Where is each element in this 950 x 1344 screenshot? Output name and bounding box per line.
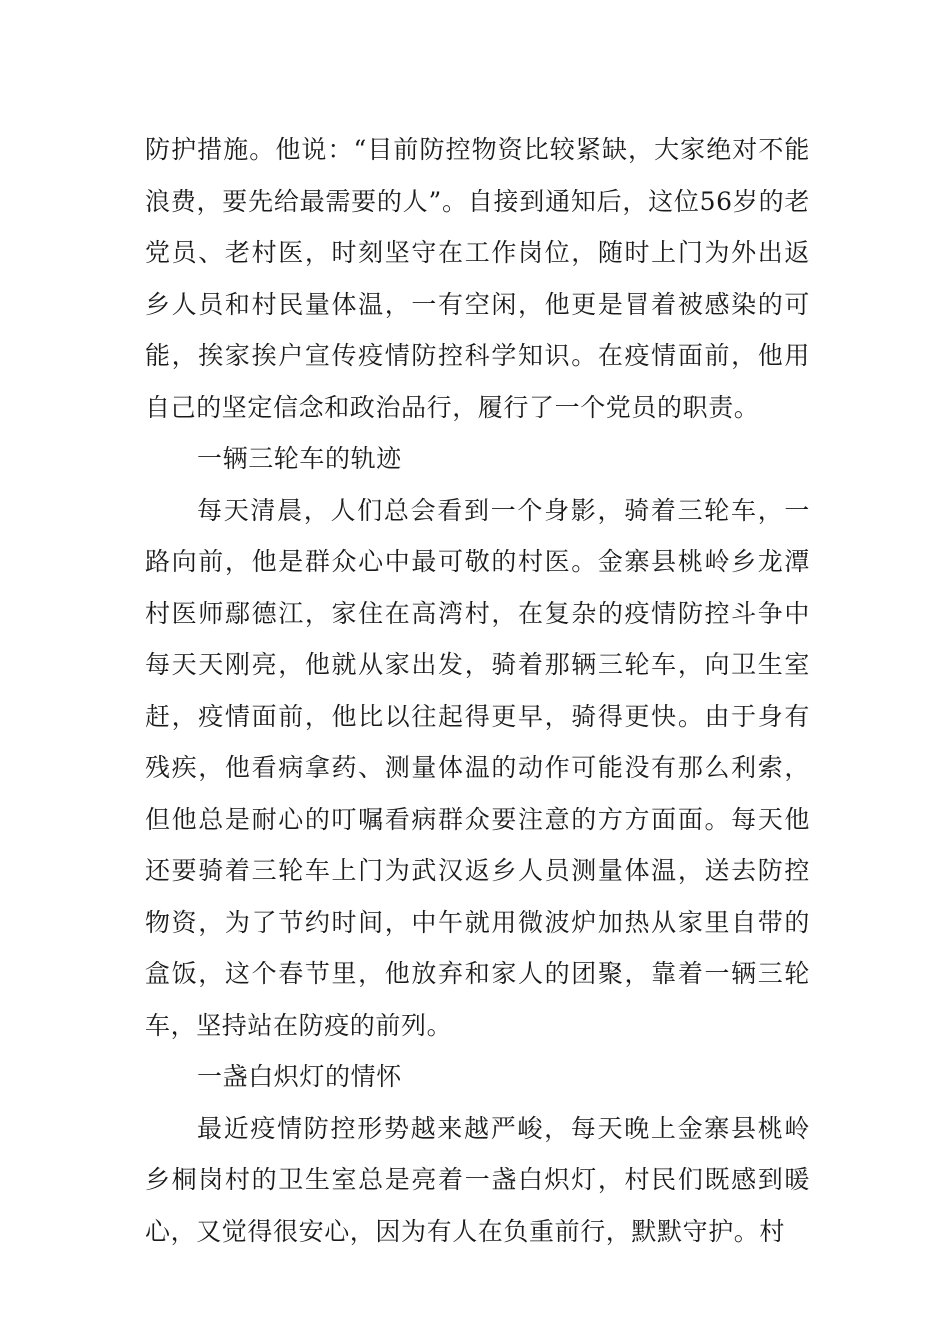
paragraph-lamp: 最近疫情防控形势越来越严峻，每天晚上金寨县桃岭乡桐岗村的卫生室总是亮着一盏白炽灯，村民们既感到暖心，又觉得很安心，因为有人在负重前行，默默守护。村 <box>145 1113 810 1246</box>
section-heading-tricycle: 一辆三轮车的轨迹 <box>197 444 402 473</box>
document-body <box>145 124 810 1257</box>
paragraph-continuation: 防护措施。他说：“目前防控物资比较紧缺，大家绝对不能浪费，要先给最需要的人”。自接到通知后，这位56岁的老党员、老村医，时刻坚守在工作岗位，随时上门为外出返乡人员和村民量体温，一有空闲，他更是冒着被感染的可能，挨家挨户宣传疫情防控科学知识。在疫情面前，他用自己的坚定信念和政治品行，履行了一个党员的职责。 <box>145 135 810 422</box>
section-heading-lamp: 一盏白炽灯的情怀 <box>197 1062 402 1091</box>
paragraph-tricycle: 每天清晨，人们总会看到一个身影，骑着三轮车，一路向前，他是群众心中最可敬的村医。金寨县桃岭乡龙潭村医师鄢德江，家住在高湾村，在复杂的疫情防控斗争中每天天刚亮，他就从家出发，骑着那辆三轮车，向卫生室赶，疫情面前，他比以往起得更早，骑得更快。由于身有残疾，他看病拿药、测量体温的动作可能没有那么利索，但他总是耐心的叮嘱看病群众要注意的方方面面。每天他还要骑着三轮车上门为武汉返乡人员测量体温，送去防控物资，为了节约时间，中午就用微波炉加热从家里自带的盒饭，这个春节里，他放弃和家人的团聚，靠着一辆三轮车，坚持站在防疫的前列。 <box>145 495 810 1040</box>
